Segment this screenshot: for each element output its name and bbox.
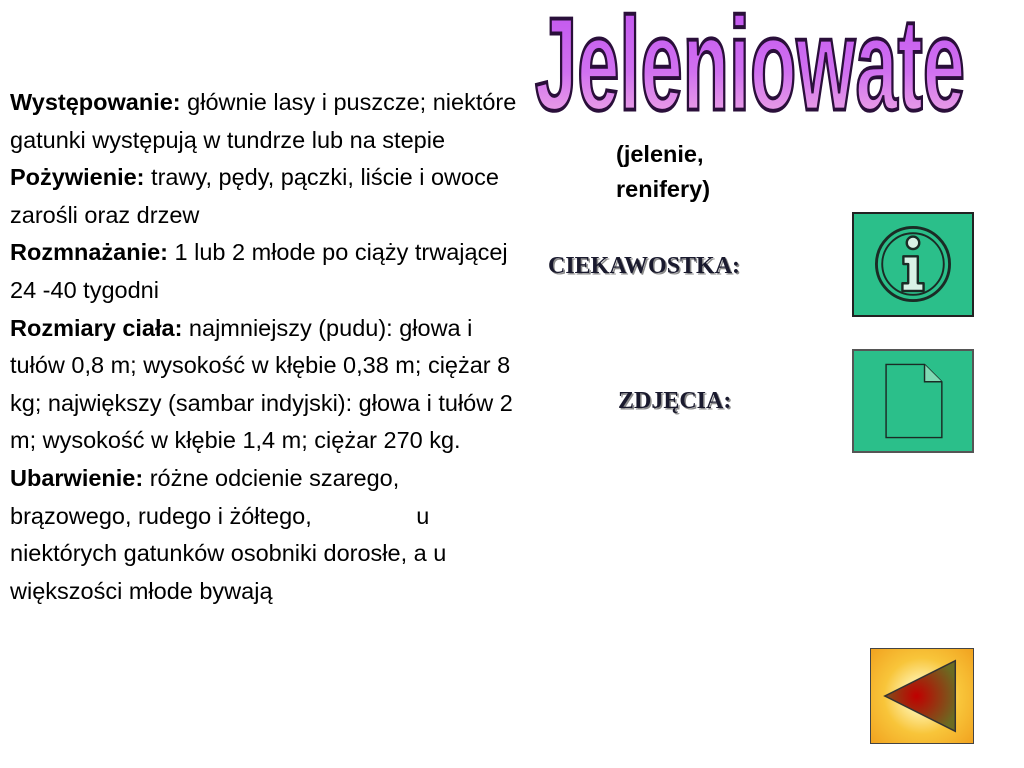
- section-pozywienie: [10, 159, 518, 234]
- document-icon: [854, 351, 972, 451]
- section-rozmiary: [10, 310, 518, 460]
- zdjecia-button[interactable]: [852, 349, 974, 453]
- section-label: Pożywienie:: [10, 164, 145, 191]
- back-button[interactable]: [870, 648, 974, 744]
- section-text: trawy, pędy, pączki, liście i owoce zarośli oraz drzew: [10, 164, 499, 228]
- section-rozmnazanie: [10, 234, 518, 309]
- ciekawostka-label: CIEKAWOSTKA:: [548, 253, 741, 279]
- section-ubarwienie: [10, 460, 518, 610]
- slide-title-wordart: [520, 0, 980, 118]
- ciekawostka-button[interactable]: [852, 212, 974, 317]
- section-text: 1 lub 2 młode po ciąży trwającej 24 -40 tygodni: [10, 239, 508, 303]
- section-wystepowanie: [10, 84, 518, 159]
- section-label: Rozmnażanie:: [10, 239, 168, 266]
- section-label: Ubarwienie:: [10, 464, 144, 491]
- section-text: różne odcienie szarego, brązowego, rudego i żółtego, u niektórych gatunków osobniki dorosłe, a u większości młode bywają: [10, 464, 453, 604]
- section-label: Rozmiary ciała:: [10, 314, 183, 341]
- description: [10, 84, 518, 610]
- slide-title-text: Jeleniowate: [535, 0, 965, 118]
- section-text: głównie lasy i puszcze; niektóre gatunki występują w tundrze lub na stepie: [10, 89, 517, 153]
- section-text: najmniejszy (pudu): głowa i tułów 0,8 m; wysokość w kłębie 0,38 m; ciężar 8 kg; największy (sambar indyjski): głowa i tułów 2 m; wysokość w kłębie 1,4 m; ciężar 270 kg.: [10, 314, 513, 454]
- info-icon: [854, 214, 972, 315]
- slide-title: [520, 0, 980, 118]
- subtitle-line-2: renifery): [616, 176, 711, 202]
- section-label: Występowanie:: [10, 89, 181, 115]
- back-arrow-icon: [871, 649, 973, 743]
- subtitle: [616, 137, 710, 207]
- subtitle-line-1: (jelenie,: [616, 141, 704, 167]
- zdjecia-label: ZDJĘCIA:: [618, 388, 732, 414]
